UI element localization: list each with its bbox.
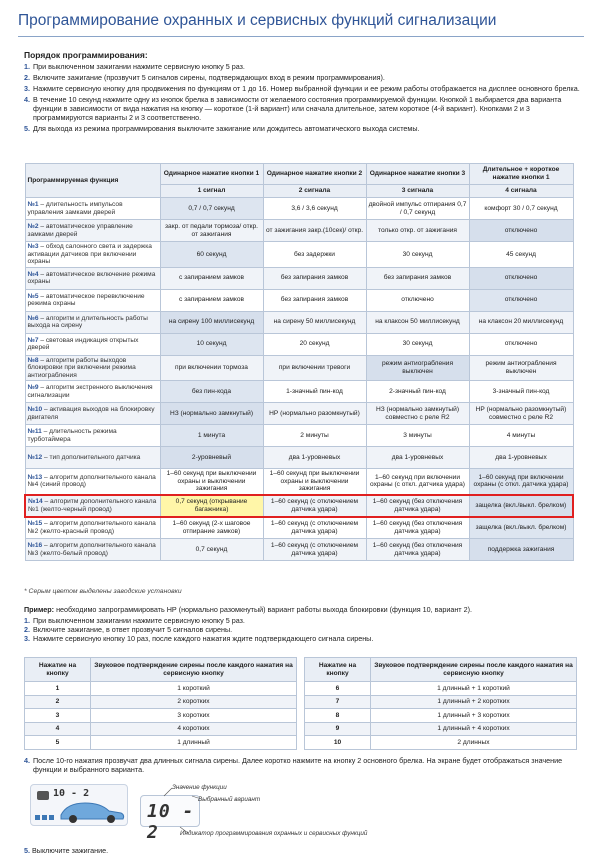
function-number: №10 [27,406,43,413]
option-cell: поддержка зажигания [469,539,573,561]
press-count: 8 [305,709,371,723]
step-number: 1. [24,62,30,71]
press-count: 10 [305,736,371,750]
table-row [25,447,573,469]
function-name [25,220,160,242]
step-text: При выключенном зажигании нажмите сервисную кнопку 5 раз. [33,62,245,71]
signal-pattern: 2 коротких [91,695,297,709]
function-number: №6 [27,314,39,322]
example-step-item [24,634,584,643]
function-desc: – тип дополнительного датчика [42,453,141,461]
option-cell: 30 секунд [366,333,469,355]
function-name [25,495,160,517]
display-value: 10 - 2 [147,801,195,843]
option-cell: 0,7 секунд [160,539,263,561]
label-selected-variant: Выбранный вариант [198,796,261,803]
step-item [24,62,584,71]
step-number: 1. [24,616,30,625]
header-signal: 1 сигнал [160,185,263,198]
option-cell: 1–60 секунд (без отключения датчика удара) [366,495,469,517]
table-row [25,242,573,268]
function-name [25,198,160,220]
header-signal: 3 сигнала [366,185,469,198]
table-row [25,267,573,289]
step-number: 5. [24,846,30,855]
function-desc: – автоматическое включение режима охраны [27,270,156,285]
function-number: №1 [27,201,39,208]
function-desc: – алгоритм дополнительного канала №4 (синий провод) [27,473,156,489]
signal-pattern: 1 длинный + 2 коротких [371,695,577,709]
function-desc: – алгоритм работы выходов блокировки при включении режима антиограбления [27,356,136,379]
step-text: Включите зажигание (прозвучит 5 сигналов сирены, подтверждающих вход в режим программирования). [33,73,385,82]
step-number: 4. [24,756,30,765]
fob-display-value: 10 - 2 [53,788,90,799]
function-number: №3 [27,243,39,250]
press-count: 5 [25,736,91,750]
function-name [25,289,160,311]
table-row [305,695,577,709]
signal-pattern: 1 длинный [91,736,297,750]
function-number: №12 [27,453,43,461]
option-cell: с запиранием замков [160,267,263,289]
step-text: После 10-го нажатия прозвучат два длинных сигнала сирены. Далее коротко нажмите на кнопку 2 основного брелка. На экране будет отображаться значение функции и выбранного варианта. [33,756,563,774]
function-name [25,267,160,289]
step-number: 2. [24,625,30,634]
function-number: №13 [27,473,43,481]
example-step-item [24,625,584,634]
example-step-4 [24,756,580,774]
option-cell: 45 секунд [469,242,573,268]
function-number: №7 [27,336,39,344]
example-section [24,605,584,643]
function-name [25,333,160,355]
step-item [24,124,584,133]
function-desc: – длительность импульсов управления замками дверей [27,201,123,216]
option-cell: отключено [469,289,573,311]
option-cell: отключено [366,289,469,311]
function-name [25,425,160,447]
press-count: 6 [305,682,371,696]
option-cell: 1–60 секунд (с отключением датчика удара) [263,495,366,517]
signal-header: Звуковое подтверждение сирены после каждого нажатия на сервисную кнопку [371,658,577,682]
option-cell: защелка (вкл./выкл. брелком) [469,517,573,539]
press-count: 7 [305,695,371,709]
option-cell: отключено [469,333,573,355]
option-cell: 1–60 секунд (без отключения датчика удара) [366,517,469,539]
function-desc: – алгоритм дополнительного канала №1 (желто-черный провод) [28,498,157,513]
option-cell: 1–60 секунд (без отключения датчика удара) [366,539,469,561]
option-cell: без запирания замков [263,267,366,289]
header-col: Длительное + короткое нажатие кнопки 1 [469,164,573,185]
label-indicator: Индикатор программирования охранных и сервисных функций [180,830,368,837]
option-cell: 2-уровневый [160,447,263,469]
option-cell: НЗ (нормально замкнутый) совместно с реле R2 [366,403,469,425]
functions-table [24,163,574,561]
step-number: 2. [24,73,30,82]
table-row [25,220,573,242]
step-text: Для выхода из режима программирования выключите зажигание или дождитесь автоматического выхода системы. [33,124,420,133]
table-row [25,517,573,539]
function-desc: – алгоритм дополнительного канала №2 (желто-красный провод) [27,520,156,535]
option-cell: без запирания замков [263,289,366,311]
option-cell: 1-значный пин-код [263,381,366,403]
signal-pattern: 1 длинный + 4 коротких [371,722,577,736]
function-desc: – обход салонного света и задержка активации датчиков при включении охраны [27,243,152,265]
option-cell: на клаксон 20 миллисекунд [469,311,573,333]
function-desc: – автоматическое управление замками дверей [27,223,133,238]
function-number: №4 [27,270,39,278]
table-row [305,682,577,696]
header-col: Одинарное нажатие кнопки 2 [263,164,366,185]
option-cell: 1–60 секунд (с отключением датчика удара) [263,517,366,539]
function-name [25,403,160,425]
press-count: 3 [25,709,91,723]
option-cell: 2 минуты [263,425,366,447]
example-label: Пример: [24,605,55,614]
option-cell: 0,7 секунд (открывание багажника) [160,495,263,517]
option-cell: 2-значный пин-код [366,381,469,403]
header-signal: 2 сигнала [263,185,366,198]
option-cell: 30 секунд [366,242,469,268]
option-cell: 1–60 секунд при включении охраны (с откл. датчика удара) [366,469,469,495]
table-row [25,722,297,736]
option-cell: 3,6 / 3,6 секунд [263,198,366,220]
option-cell: при включении тормоза [160,355,263,381]
function-number: №5 [27,292,39,300]
example-step-item [24,616,584,625]
step-text: Включите зажигание, в ответ прозвучит 5 сигналов сирены. [33,625,233,634]
table-row [25,469,573,495]
option-cell: без пин-кода [160,381,263,403]
step-item [24,84,584,93]
option-cell: отключено [469,267,573,289]
function-name [25,539,160,561]
press-count: 4 [25,722,91,736]
option-cell: 1–60 секунд (2-х шаговое отпирание замков) [160,517,263,539]
option-cell: 1–60 секунд (с отключением датчика удара) [263,539,366,561]
header-col: Одинарное нажатие кнопки 3 [366,164,469,185]
option-cell: 10 секунд [160,333,263,355]
programming-steps [24,62,584,135]
option-cell: защелка (вкл./выкл. брелком) [469,495,573,517]
option-cell: комфорт 30 / 0,7 секунд [469,198,573,220]
option-cell: 1–60 секунд при включении охраны (с откл. датчика удара) [469,469,573,495]
function-desc: – алгоритм дополнительного канала №3 (желто-белый провод) [27,542,156,557]
option-cell: на сирену 100 миллисекунд [160,311,263,333]
order-heading: Порядок программирования: [24,50,148,60]
table-row [25,425,573,447]
function-number: №2 [27,223,39,230]
table-row [25,355,573,381]
step-text: Выключите зажигание. [32,846,109,855]
title-bar [18,12,584,37]
option-cell: 1–60 секунд при выключении охраны и выключении зажигания [160,469,263,495]
table-row [25,289,573,311]
table-row [25,695,297,709]
signal-pattern: 1 длинный + 1 короткий [371,682,577,696]
function-name [25,469,160,495]
table-row [25,709,297,723]
function-name [25,355,160,381]
option-cell: два 1-уровневых [263,447,366,469]
function-name [25,517,160,539]
step-number: 3. [24,84,30,93]
function-number: №15 [27,520,43,528]
option-cell: режим антиограбления выключен [469,355,573,381]
option-cell: 60 секунд [160,242,263,268]
option-cell: НР (нормально разомкнутый) [263,403,366,425]
function-number: №14 [28,498,43,505]
signal-header: Звуковое подтверждение сирены после каждого нажатия на сервисную кнопку [91,658,297,682]
option-cell: режим антиограбления выключен [366,355,469,381]
option-cell: с запиранием замков [160,289,263,311]
option-cell: двойной импульс отпирания 0,7 / 0,7 секунд [366,198,469,220]
table-row [25,539,573,561]
option-cell: 3-значный пин-код [469,381,573,403]
step-item [24,95,584,122]
table-row [25,198,573,220]
function-name [25,447,160,469]
header-col: Одинарное нажатие кнопки 1 [160,164,263,185]
press-table-left [24,657,297,750]
table-row [305,722,577,736]
press-count: 9 [305,722,371,736]
function-desc: – алгоритм и длительность работы выхода на сирену [27,314,148,329]
table-row [25,736,297,750]
function-number: №9 [27,384,39,391]
table-row [25,682,297,696]
option-cell: 4 минуты [469,425,573,447]
example-step-5 [24,846,108,855]
table-row [25,495,573,517]
press-header: Нажатие на кнопку [25,658,91,682]
step-number: 5. [24,124,30,133]
option-cell: 1 минута [160,425,263,447]
signal-pattern: 2 длинных [371,736,577,750]
signal-pattern: 1 короткий [91,682,297,696]
page-title: Программирование охранных и сервисных функций сигнализации [18,12,497,29]
step-text: Нажмите сервисную кнопку для продвижения по функциям от 1 до 16. Номер выбранной функции и ее режим работы отображается на дисплее основного брелка. [33,84,580,93]
function-number: №11 [27,428,42,435]
option-cell: отключено [469,220,573,242]
step-number: 4. [24,95,30,104]
function-name [25,242,160,268]
step-number: 3. [24,634,30,643]
option-cell: на клаксон 50 миллисекунд [366,311,469,333]
signal-pattern: 3 коротких [91,709,297,723]
option-cell: 0,7 / 0,7 секунд [160,198,263,220]
table-row [25,381,573,403]
example-steps [24,616,584,643]
example-text: необходимо запрограммировать НР (нормально разомкнутый) вариант работы выхода блокировки (функция 10, вариант 2). [54,605,472,614]
header-function: Программируемая функция [25,164,160,198]
option-cell: 3 минуты [366,425,469,447]
function-number: №8 [27,356,39,364]
function-number: №16 [27,542,43,549]
press-count: 2 [25,695,91,709]
option-cell: 20 секунд [263,333,366,355]
option-cell: на сирену 50 миллисекунд [263,311,366,333]
table-row [25,333,573,355]
header-signal: 4 сигнала [469,185,573,198]
function-desc: – автоматическое перевключение режима охраны [27,292,145,307]
option-cell: от зажигания закр.(10сек)/ откр. [263,220,366,242]
function-name [25,311,160,333]
factory-settings-note: * Серым цветом выделены заводские установки [24,588,182,595]
option-cell: НР (нормально разомкнутый) совместно с реле R2 [469,403,573,425]
press-table-right [304,657,577,750]
key-fob-display [30,784,128,826]
option-cell: при включении тревоги [263,355,366,381]
function-desc: – алгоритм экстренного выключения сигнализации [27,384,153,399]
step-text: Нажмите сервисную кнопку 10 раз, после каждого нажатия ждите подтверждающего сигнала сирены. [33,634,374,643]
option-cell: 1–60 секунд при выключении охраны и выключении зажигания [263,469,366,495]
label-function-value: Значение функции [172,784,227,791]
function-desc: – световая индикация открытых дверей [27,336,139,351]
step-text: В течение 10 секунд нажмите одну из кнопок брелка в зависимости от желаемого состояния программируемой функции. Кнопкой 1 выбирается два варианта функции в зависимости от вида нажатия на кнопку — короткое (1-й вариант) или сначала длительное, затем короткое (4-й вариант). Кнопками 2 и 3 программируются варианты 2 и 3 соответственно. [33,95,562,122]
press-header: Нажатие на кнопку [305,658,371,682]
table-row [25,311,573,333]
function-desc: – длительность режима турботаймера [27,428,117,443]
function-name [25,381,160,403]
step-text: При выключенном зажигании нажмите сервисную кнопку 5 раз. [33,616,245,625]
option-cell: только откр. от зажигания [366,220,469,242]
signal-pattern: 4 коротких [91,722,297,736]
table-row [25,403,573,425]
table-row [305,736,577,750]
option-cell: без запирания замков [366,267,469,289]
option-cell: без задержки [263,242,366,268]
signal-pattern: 1 длинный + 3 коротких [371,709,577,723]
option-cell: два 1-уровневых [469,447,573,469]
option-cell: закр. от педали тормоза/ откр. от зажигания [160,220,263,242]
press-count: 1 [25,682,91,696]
option-cell: два 1-уровневых [366,447,469,469]
option-cell: НЗ (нормально замкнутый) [160,403,263,425]
table-row [305,709,577,723]
step-item [24,73,584,82]
function-desc: – активация выходов на блокировку двигателя [27,406,155,421]
